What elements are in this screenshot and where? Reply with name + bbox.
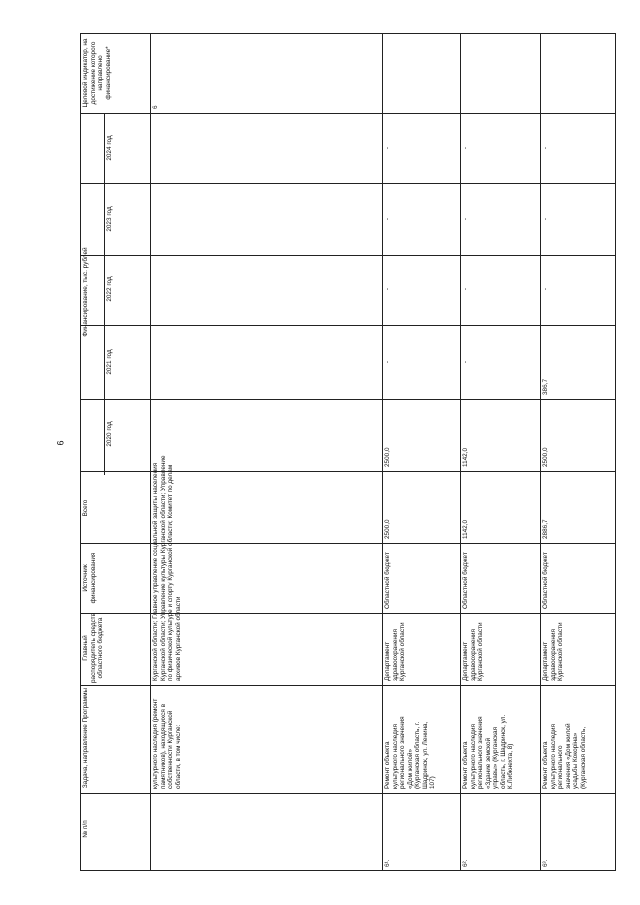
row3-2023: - bbox=[542, 217, 549, 221]
col-sep bbox=[80, 255, 616, 256]
row3-2022: - bbox=[542, 287, 549, 291]
row-sep bbox=[460, 33, 461, 871]
header-sep bbox=[150, 33, 151, 871]
col-sep bbox=[80, 793, 616, 794]
header-financing: Финансирование, тыс. рублей bbox=[82, 247, 89, 337]
header-year-2020: 2020 год bbox=[106, 421, 113, 447]
row1-2021: - bbox=[384, 360, 391, 364]
row3-task: Ремонт объекта культурного наследия регионального значения «Дом жилой усадьбы Кокоріна» (Курганская область, bbox=[542, 723, 587, 789]
row2-total: 1142,0 bbox=[462, 519, 469, 539]
row1-source: Областной бюджет bbox=[384, 552, 391, 609]
row3-admin: Департамент здравоохранения Курганской области bbox=[542, 622, 565, 681]
header-year-2023: 2023 год bbox=[106, 206, 113, 232]
header-year-2021: 2021 год bbox=[106, 349, 113, 375]
col-sep bbox=[80, 113, 616, 114]
row3-2021: 386,7 bbox=[542, 379, 549, 395]
row0-task: культурного наследия (ремонт памятников), находящихся в собственности Курганской области, в том числе: bbox=[152, 698, 182, 789]
row2-num: 6². bbox=[462, 859, 469, 867]
header-admin: Главный распорядитель средств областного бюджета bbox=[82, 613, 105, 683]
row2-source: Областной бюджет bbox=[462, 552, 469, 609]
header-total: Всего bbox=[82, 499, 89, 517]
row3-2020: 2500,0 bbox=[542, 447, 549, 467]
col-sep bbox=[80, 183, 616, 184]
table-border-bottom bbox=[80, 870, 616, 871]
col-sep bbox=[80, 325, 616, 326]
page-number: 6 bbox=[55, 440, 66, 446]
row0-indicator: 6 bbox=[152, 105, 159, 109]
row2-2023: - bbox=[462, 217, 469, 221]
row3-num: 6³. bbox=[542, 859, 549, 867]
row2-admin: Департамент здравоохранения Курганской области bbox=[462, 622, 485, 681]
header-source: Источник финансирования bbox=[82, 552, 97, 604]
table-border-left bbox=[80, 33, 81, 871]
header-indicator: Целевой индикатор, на достижение которого направлено финансирование* bbox=[82, 38, 112, 108]
row-sep bbox=[382, 33, 383, 871]
financing-table bbox=[80, 33, 616, 871]
row2-2021: - bbox=[462, 360, 469, 364]
header-num: № п/п bbox=[82, 820, 89, 838]
row1-num: 6¹. bbox=[384, 859, 391, 867]
row1-total: 2500,0 bbox=[384, 519, 391, 539]
row1-2023: - bbox=[384, 217, 391, 221]
row3-2024: - bbox=[542, 146, 549, 150]
header-task: Задача, направление Программы bbox=[82, 687, 89, 789]
table-border-right bbox=[615, 33, 616, 871]
row1-2022: - bbox=[384, 287, 391, 291]
row1-task: Ремонт объекта культурного наследия регионального значения «Дом жилой» (Курганская область, г. Шадринск, ул. Ленина, 107) bbox=[384, 716, 437, 789]
row2-task: Ремонт объекта культурного наследия регионального значения «Здание земской управы» (Курганская область, г. Шадринск, ул. К.Либкнехта, 8) bbox=[462, 714, 515, 789]
row1-2024: - bbox=[384, 146, 391, 150]
row2-2024: - bbox=[462, 146, 469, 150]
col-sep bbox=[80, 399, 616, 400]
row1-2020: 2500,0 bbox=[384, 447, 391, 467]
row2-2020: 1142,0 bbox=[462, 447, 469, 467]
financing-subheader-sep bbox=[104, 113, 105, 475]
row3-source: Областной бюджет bbox=[542, 552, 549, 609]
row2-2022: - bbox=[462, 287, 469, 291]
col-sep bbox=[80, 685, 616, 686]
header-year-2022: 2022 год bbox=[106, 276, 113, 302]
table-border-top bbox=[80, 33, 616, 34]
header-year-2024: 2024 год bbox=[106, 135, 113, 161]
row0-admin: Курганской области; Главное управление социальной защиты населения Курганской области; Управление культуры Курганской области; Управление по физической культуре и спорту Курганской области; Комитет по делам архивов Курганской области bbox=[152, 455, 182, 681]
row3-total: 2886,7 bbox=[542, 519, 549, 539]
row-sep bbox=[540, 33, 541, 871]
row1-admin: Департамент здравоохранения Курганской области bbox=[384, 622, 407, 681]
